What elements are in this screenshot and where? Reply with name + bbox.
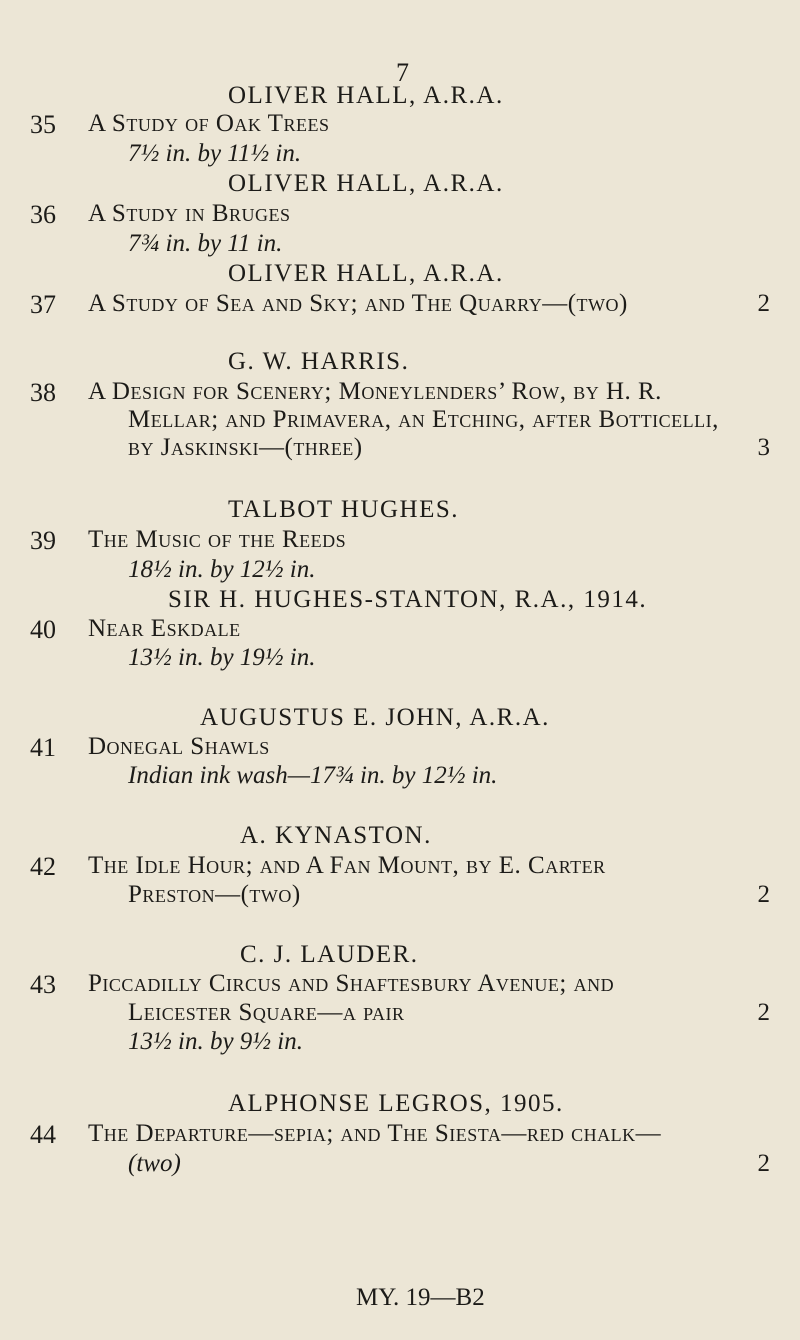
lot-quantity: 3 — [757, 434, 770, 461]
lot-title: Near Eskdale — [88, 615, 241, 642]
artist-name: TALBOT HUGHES. — [228, 496, 460, 523]
lot-number: 35 — [30, 110, 56, 139]
lot-dimensions: 13½ in. by 9½ in. — [128, 1028, 303, 1055]
lot-title: The Idle Hour; and A Fan Mount, by E. Carter — [88, 852, 606, 879]
lot-title: The Music of the Reeds — [88, 526, 347, 553]
signature-mark: MY. 19—B2 — [356, 1284, 485, 1311]
lot-number: 41 — [30, 733, 56, 762]
artist-name: C. J. LAUDER. — [240, 941, 419, 968]
lot-quantity: 2 — [757, 999, 770, 1026]
lot-dimensions: Indian ink wash—17¾ in. by 12½ in. — [128, 762, 498, 789]
lot-title: A Study of Oak Trees — [88, 110, 330, 137]
lot-number: 43 — [30, 970, 56, 999]
lot-title: A Study of Sea and Sky; and The Quarry—(two) — [88, 290, 628, 317]
lot-title-cont: by Jaskinski—(three) — [128, 434, 363, 461]
artist-name: OLIVER HALL, A.R.A. — [228, 260, 504, 287]
lot-title: A Design for Scenery; Moneylenders’ Row, by H. R. — [88, 378, 662, 405]
lot-quantity: 2 — [757, 290, 770, 317]
lot-title: A Study in Bruges — [88, 200, 291, 227]
lot-number: 44 — [30, 1120, 56, 1149]
artist-name: A. KYNASTON. — [240, 822, 432, 849]
lot-dimensions: 13½ in. by 19½ in. — [128, 644, 316, 671]
lot-number: 39 — [30, 526, 56, 555]
lot-number: 42 — [30, 852, 56, 881]
lot-title-cont: Preston—(two) — [128, 881, 301, 908]
lot-number: 37 — [30, 290, 56, 319]
artist-name: ALPHONSE LEGROS, 1905. — [228, 1090, 564, 1117]
page-number: 7 — [396, 58, 409, 87]
artist-name: SIR H. HUGHES-STANTON, R.A., 1914. — [168, 586, 648, 613]
lot-quantity: 2 — [757, 1150, 770, 1177]
artist-name: OLIVER HALL, A.R.A. — [228, 82, 504, 109]
lot-title: The Departure—sepia; and The Siesta—red chalk— — [88, 1120, 662, 1147]
artist-name: AUGUSTUS E. JOHN, A.R.A. — [200, 704, 550, 731]
lot-number: 36 — [30, 200, 56, 229]
lot-title-cont: (two) — [128, 1150, 181, 1177]
lot-dimensions: 18½ in. by 12½ in. — [128, 556, 316, 583]
lot-dimensions: 7¾ in. by 11 in. — [128, 230, 283, 257]
lot-title: Donegal Shawls — [88, 733, 270, 760]
lot-title-cont: Leicester Square—a pair — [128, 999, 405, 1026]
lot-dimensions: 7½ in. by 11½ in. — [128, 140, 302, 167]
lot-quantity: 2 — [757, 881, 770, 908]
lot-title-cont: Mellar; and Primavera, an Etching, after Botticelli, — [128, 406, 719, 433]
lot-number: 38 — [30, 378, 56, 407]
artist-name: OLIVER HALL, A.R.A. — [228, 170, 504, 197]
artist-name: G. W. HARRIS. — [228, 348, 410, 375]
lot-title: Piccadilly Circus and Shaftesbury Avenue; and — [88, 970, 615, 997]
lot-number: 40 — [30, 615, 56, 644]
